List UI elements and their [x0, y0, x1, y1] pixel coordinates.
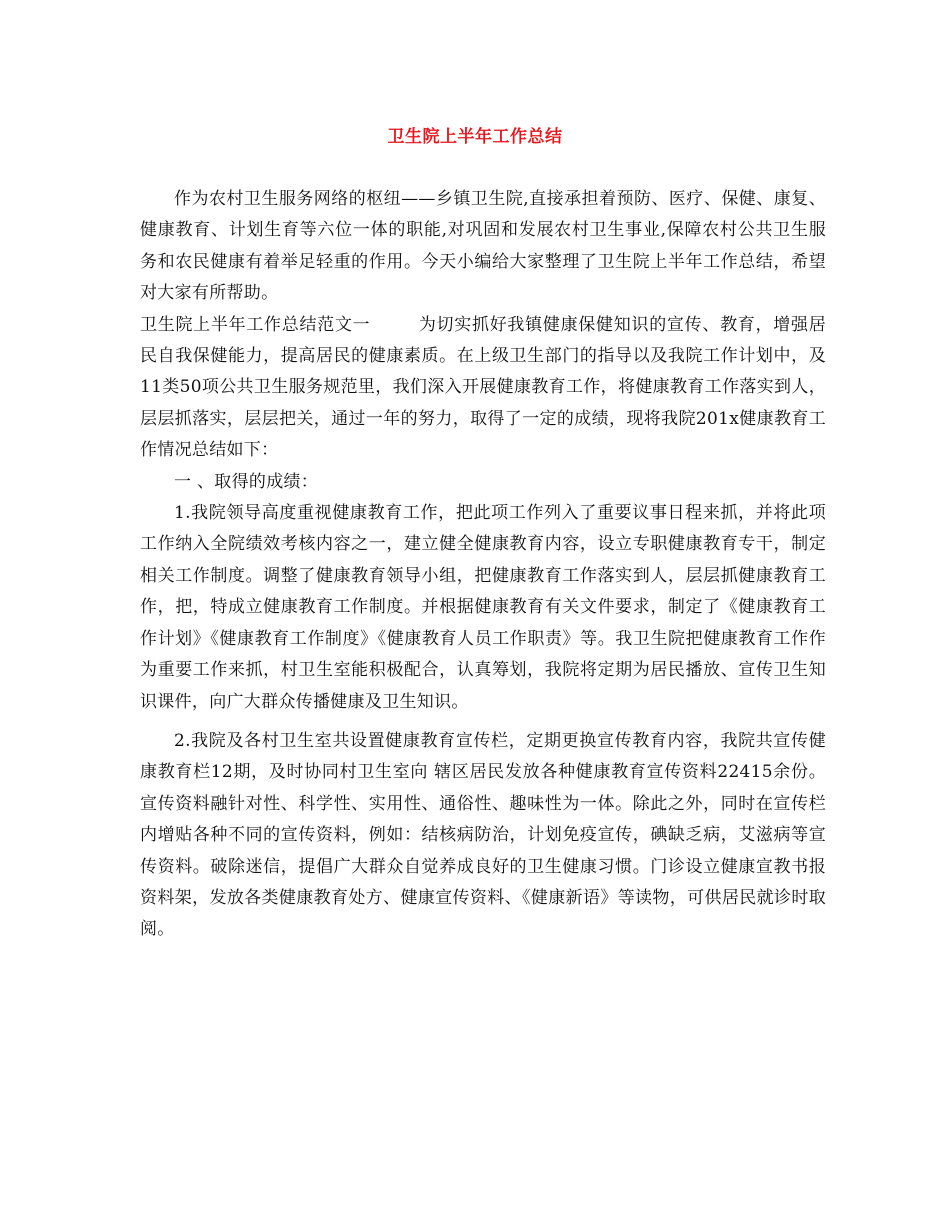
sample-heading: 卫生院上半年工作总结范文一: [140, 314, 371, 335]
section-heading: 一 、取得的成绩：: [174, 471, 319, 492]
item-2-paragraph: 2.我院及各村卫生室共设置健康教育宣传栏，定期更换宣传教育内容，我院共宣传健康教育栏12期，及时协同村卫生室向 辖区居民发放各种健康教育宣传资料22415余份。宣传资料融针对性、科学性、实用性、通俗性、趣味性为一体。除此之外，同时在宣传栏内增贴各种不同的宣传资料，例如：结核病防治，计划免疫宣传，碘缺乏病，艾滋病等宣传资料。破除迷信，提倡广大群众自觉养成良好的卫生健康习惯。门诊设立健康宣教书报资料架，发放各类健康教育处方、健康宣传资料、《健康新语》等读物，可供居民就诊时取阅。: [140, 730, 826, 940]
item-1-paragraph: 1.我院领导高度重视健康教育工作，把此项工作列入了重要议事日程来抓，并将此项工作纳入全院绩效考核内容之一，建立健全健康教育内容，设立专职健康教育专干，制定相关工作制度。调整了健康教育领导小组，把健康教育工作落实到人，层层抓健康教育工作，把，特成立健康教育工作制度。并根据健康教育有关文件要求，制定了《健康教育工作计划》《健康教育工作制度》《健康教育人员工作职责》等。我卫生院把健康教育工作作为重要工作来抓，村卫生室能积极配合，认真筹划，我院将定期为居民播放、宣传卫生知识课件，向广大群众传播健康及卫生知识。: [140, 503, 826, 712]
sample-opening: 为切实抓好我镇健康保健知识的宣传、教育，增强居民自我保健能力，提高居民的健康素质。在上级卫生部门的指导以及我院工作计划中，及11类50项公共卫生服务规范里，我们深入开展健康教育工作，将健康教育工作落实到人，层层抓落实，层层把关，通过一年的努力，取得了一定的成绩，现将我院201x健康教育工作情况总结如下：: [140, 314, 826, 461]
document-body: [140, 184, 826, 946]
intro-paragraph: 作为农村卫生服务网络的枢纽——乡镇卫生院,直接承担着预防、医疗、保健、康复、健康教育、计划生育等六位一体的职能,对巩固和发展农村卫生事业,保障农村公共卫生服务和农民健康有着举足轻重的作用。今天小编给大家整理了卫生院上半年工作总结，希望对大家有所帮助。: [140, 189, 826, 304]
sample-paragraph: [140, 310, 826, 467]
document-title: 卫生院上半年工作总结: [387, 127, 563, 147]
